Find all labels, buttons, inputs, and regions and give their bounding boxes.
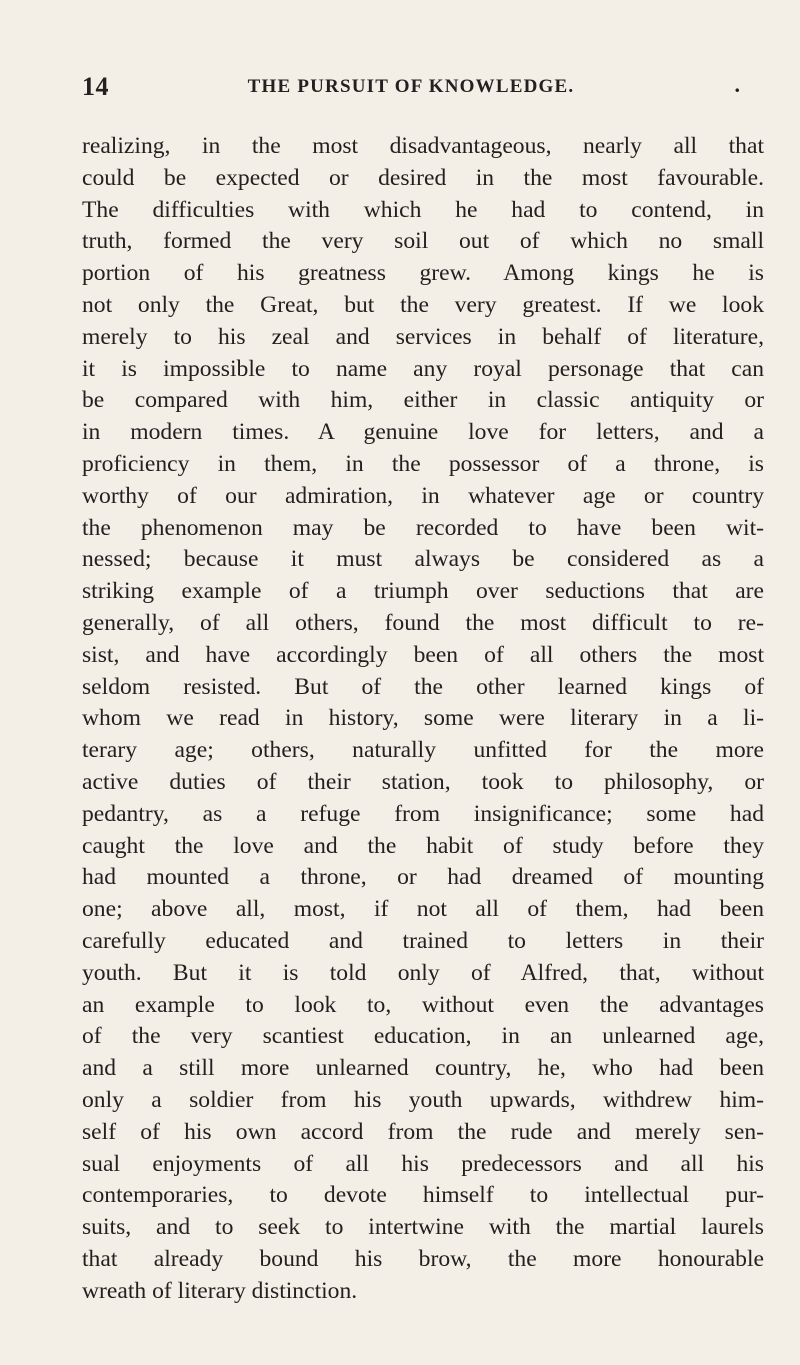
text-line: an example to look to, without even the advantages — [82, 991, 764, 1018]
text-line: The difficulties with which he had to contend, in — [82, 196, 764, 223]
text-line: not only the Great, but the very greatest. If we look — [82, 291, 764, 318]
text-line: terary age; others, naturally unfitted for the more — [82, 737, 764, 764]
text-line: portion of his greatness grew. Among kings he is — [82, 260, 764, 287]
text-line: nessed; because it must always be considered as a — [82, 546, 764, 573]
page-header — [82, 72, 740, 102]
text-line: merely to his zeal and services in behalf of literature, — [82, 323, 764, 350]
text-line: self of his own accord from the rude and merely sen- — [82, 1118, 764, 1145]
text-line: one; above all, most, if not all of them, had been — [82, 896, 764, 923]
text-line: in modern times. A genuine love for letters, and a — [82, 419, 764, 446]
text-line: only a soldier from his youth upwards, withdrew him- — [82, 1086, 764, 1113]
text-line: contemporaries, to devote himself to intellectual pur- — [82, 1182, 764, 1209]
text-line: worthy of our admiration, in whatever age or country — [82, 482, 764, 509]
running-title: THE PURSUIT OF KNOWLEDGE. — [247, 76, 575, 97]
text-line: suits, and to seek to intertwine with the martial laurels — [82, 1214, 764, 1241]
text-line: whom we read in history, some were literary in a li- — [82, 705, 764, 732]
text-line: sist, and have accordingly been of all others the most — [82, 641, 764, 668]
text-line: of the very scantiest education, in an unlearned age, — [82, 1023, 764, 1050]
text-line: pedantry, as a refuge from insignificance; some had — [82, 800, 764, 827]
text-line: seldom resisted. But of the other learned kings of — [82, 673, 764, 700]
text-line: the phenomenon may be recorded to have been wit- — [82, 514, 764, 541]
text-line: realizing, in the most disadvantageous, nearly all that — [82, 133, 764, 159]
text-line: it is impossible to name any royal personage that can — [82, 355, 764, 382]
text-line: striking example of a triumph over seductions that are — [82, 578, 764, 605]
header-mark: . — [734, 72, 740, 97]
text-line: carefully educated and trained to letters in their — [82, 927, 764, 954]
text-line: caught the love and the habit of study before they — [82, 832, 764, 859]
text-line: had mounted a throne, or had dreamed of mounting — [82, 864, 764, 891]
text-line: could be expected or desired in the most favourable. — [82, 164, 764, 191]
text-line: generally, of all others, found the most difficult to re- — [82, 609, 764, 636]
text-line: and a still more unlearned country, he, who had been — [82, 1055, 764, 1082]
text-line: wreath of literary distinction. — [82, 1277, 358, 1304]
text-line: that already bound his brow, the more honourable — [82, 1245, 764, 1272]
text-line: proficiency in them, in the possessor of a throne, is — [82, 450, 764, 477]
text-line: active duties of their station, took to philosophy, or — [82, 768, 764, 795]
body-paragraph — [82, 131, 764, 1307]
page-number: 14 — [82, 72, 109, 101]
text-line: sual enjoyments of all his predecessors and all his — [82, 1150, 764, 1177]
text-line: youth. But it is told only of Alfred, that, without — [82, 959, 764, 986]
text-line: be compared with him, either in classic antiquity or — [82, 387, 764, 414]
text-line: truth, formed the very soil out of which no small — [82, 228, 764, 255]
